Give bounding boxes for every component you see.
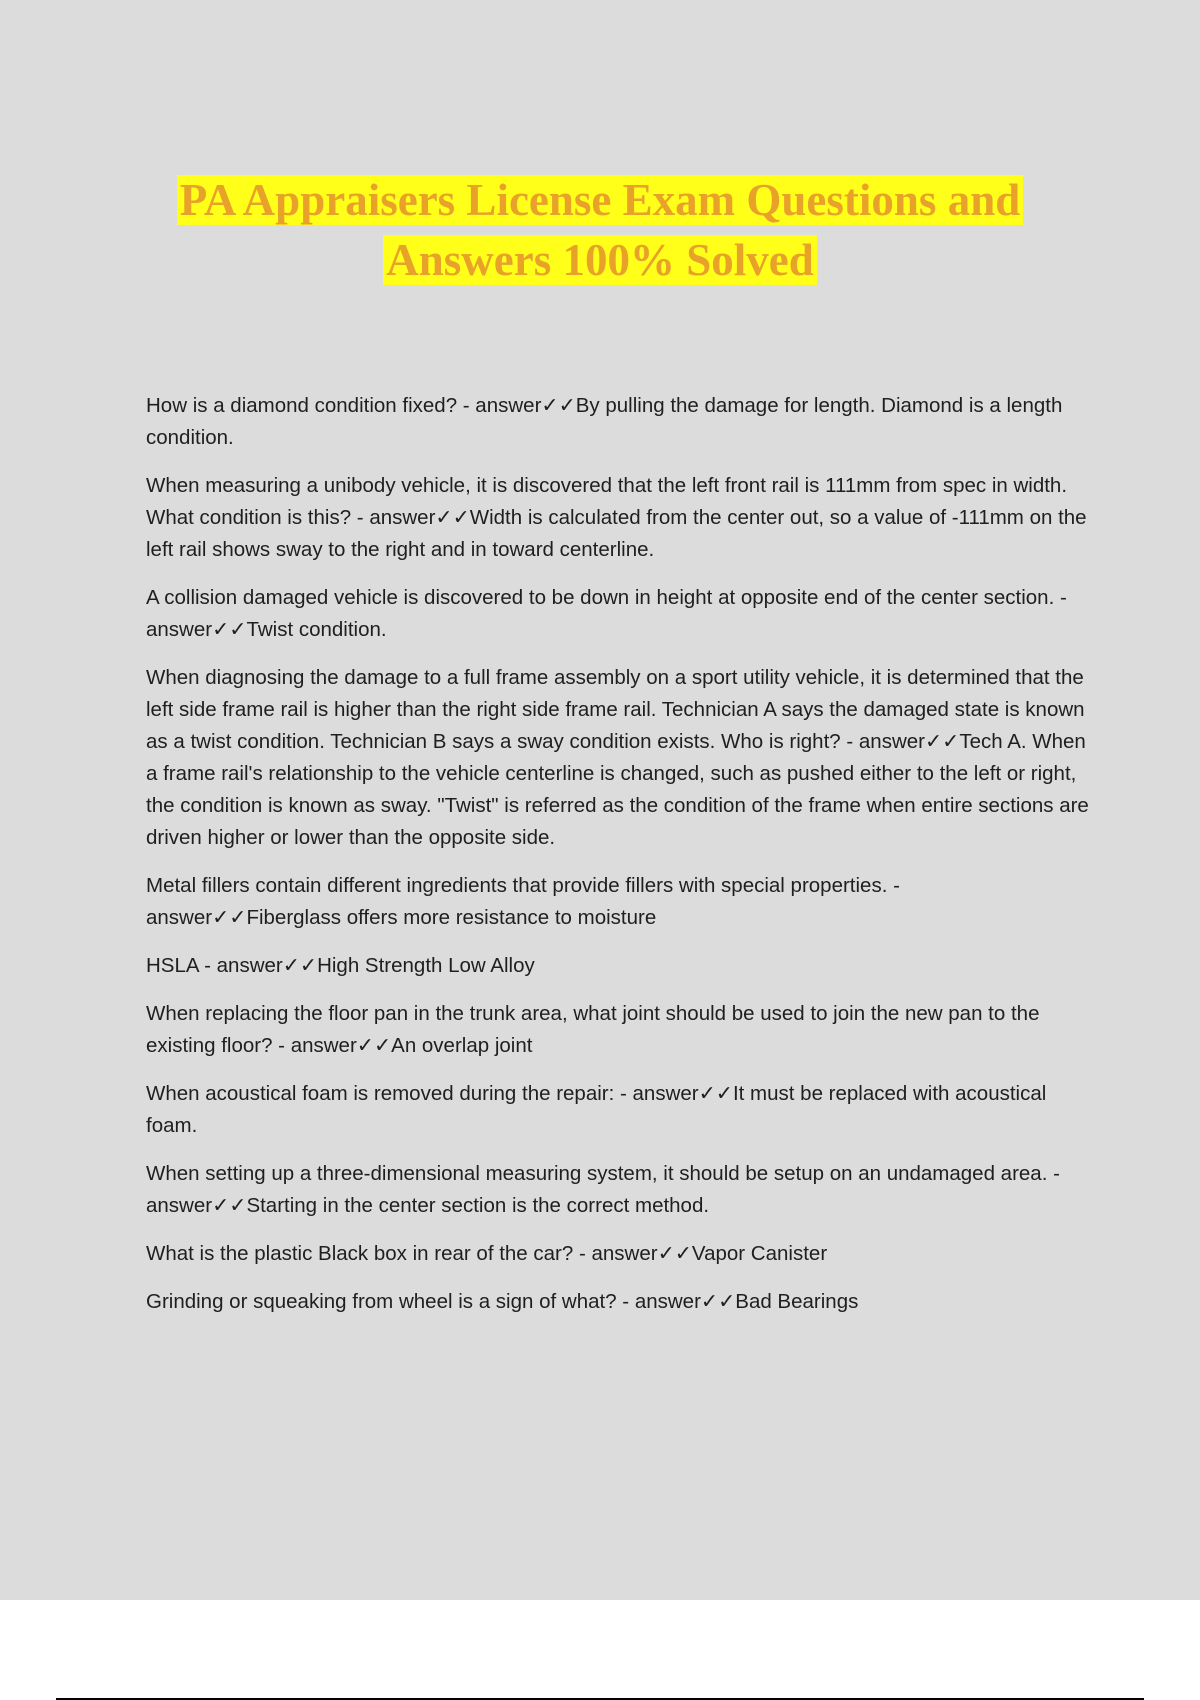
qa-item: How is a diamond condition fixed? - answer✓✓By pulling the damage for length. Diamond is a length condition.	[146, 394, 1063, 449]
qa-item: What is the plastic Black box in rear of the car? - answer✓✓Vapor Canister	[146, 1242, 828, 1265]
qa-item: When diagnosing the damage to a full frame assembly on a sport utility vehicle, it is determined that the left side frame rail is higher than the right side frame rail. Technician A says the damaged state is known as a twist condition. Technician B says a sway condition exists. Who is right? - answer✓✓Tech A. When a frame rail's relationship to the vehicle centerline is changed, such as pushed either to the left or right, the condition is known as sway. "Twist" is referred as the condition of the frame when entire sections are driven higher or lower than the opposite side.	[146, 666, 1089, 849]
qa-list	[146, 390, 1096, 1334]
title-line-1: PA Appraisers License Exam Questions and	[177, 175, 1024, 225]
title-line-2: Answers 100% Solved	[383, 235, 817, 285]
qa-item: When measuring a unibody vehicle, it is discovered that the left front rail is 111mm from spec in width. What condition is this? - answer✓✓Width is calculated from the center out, so a value of -111mm on the left rail shows sway to the right and in toward centerline.	[146, 474, 1087, 561]
qa-item: When replacing the floor pan in the trunk area, what joint should be used to join the new pan to the existing floor? - answer✓✓An overlap joint	[146, 1002, 1040, 1057]
qa-item: Grinding or squeaking from wheel is a sign of what? - answer✓✓Bad Bearings	[146, 1290, 859, 1313]
qa-item: Metal fillers contain different ingredients that provide fillers with special properties. - answer✓✓Fiberglass offers more resistance to moisture	[146, 874, 900, 929]
qa-item: HSLA - answer✓✓High Strength Low Alloy	[146, 954, 535, 977]
document-title	[100, 170, 1100, 290]
qa-item: A collision damaged vehicle is discovered to be down in height at opposite end of the center section. - answer✓✓Twist condition.	[146, 586, 1067, 641]
qa-item: When acoustical foam is removed during the repair: - answer✓✓It must be replaced with acoustical foam.	[146, 1082, 1047, 1137]
qa-item: When setting up a three-dimensional measuring system, it should be setup on an undamaged area. - answer✓✓Starting in the center section is the correct method.	[146, 1162, 1060, 1217]
